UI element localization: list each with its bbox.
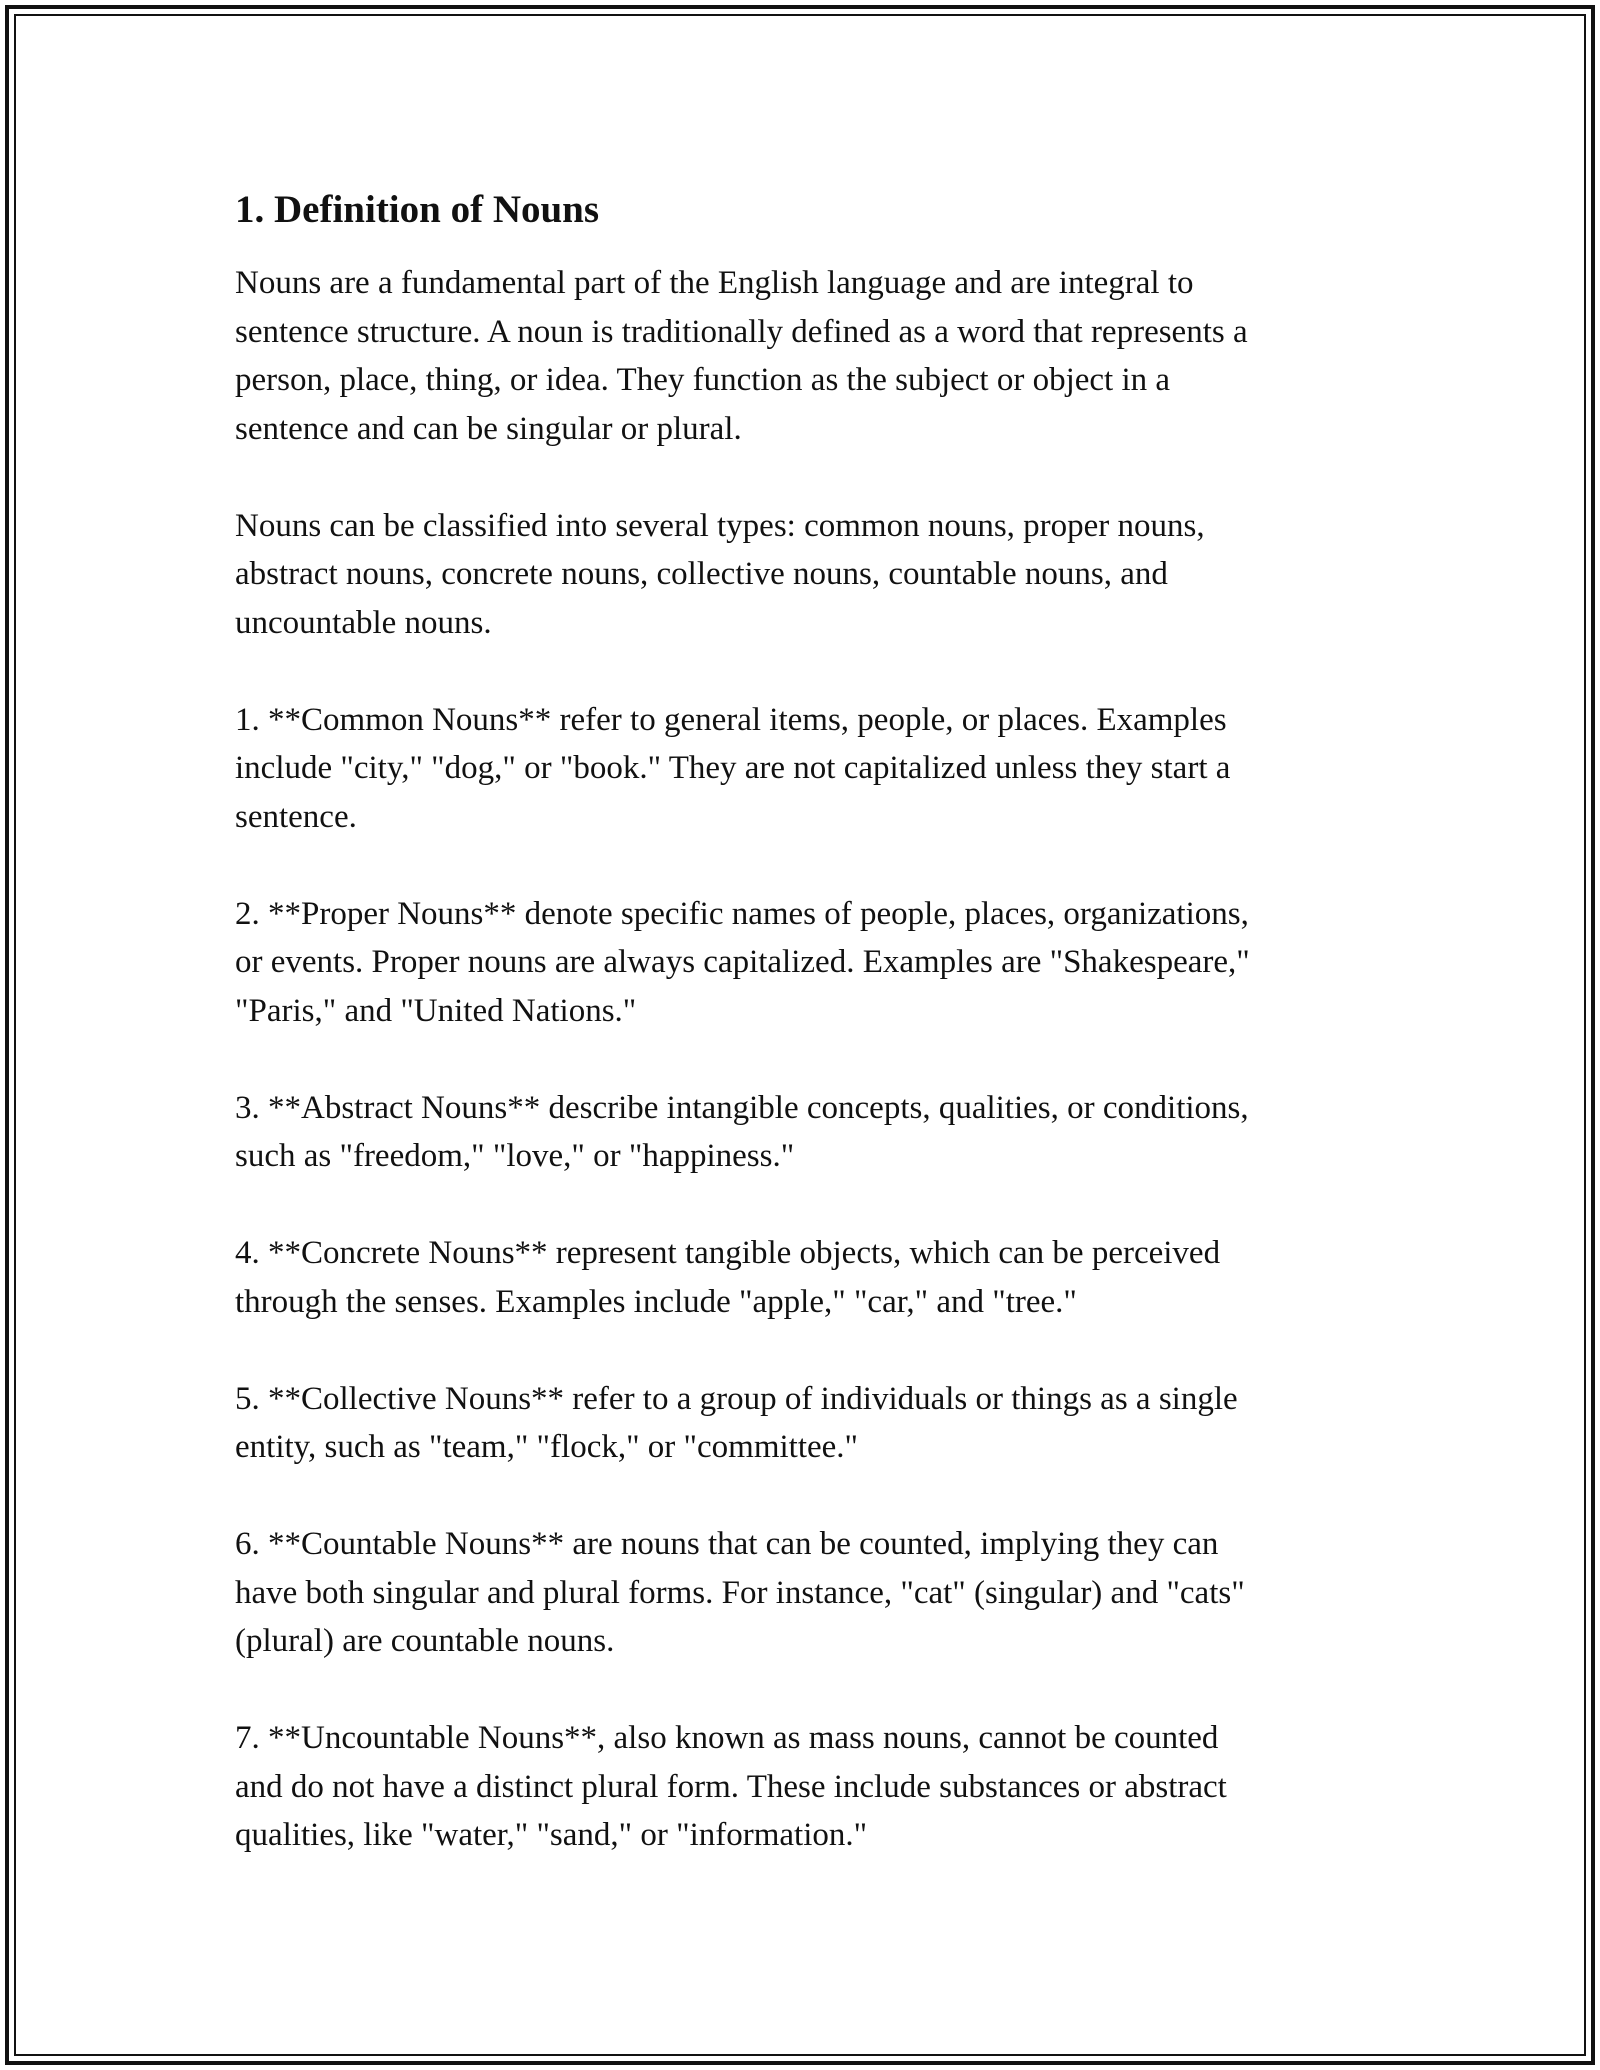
- document-body: [235, 185, 1375, 1860]
- paragraph-countable-nouns: 6. **Countable Nouns** are nouns that can be counted, implying they can have both singular and plural forms. For instance, "cat" (singular) and "cats" (plural) are countable nouns.: [235, 1526, 1245, 1659]
- paragraph-concrete-nouns: 4. **Concrete Nouns** represent tangible objects, which can be perceived through the senses. Examples include "apple," "car," and "tree.": [235, 1235, 1221, 1320]
- paragraph-noun-types: Nouns can be classified into several types: common nouns, proper nouns, abstract nouns, concrete nouns, collective nouns, countable nouns, and uncountable nouns.: [235, 507, 1205, 641]
- paragraph-uncountable-nouns: 7. **Uncountable Nouns**, also known as mass nouns, cannot be counted and do not have a distinct plural form. These include substances or abstract qualities, like "water," "sand," or "information.": [235, 1720, 1227, 1853]
- paragraph-collective-nouns: 5. **Collective Nouns** refer to a group of individuals or things as a single entity, such as "team," "flock," or "committee.": [235, 1380, 1238, 1465]
- paragraph-abstract-nouns: 3. **Abstract Nouns** describe intangible concepts, qualities, or conditions, such as "freedom," "love," or "happiness.": [235, 1089, 1249, 1174]
- section-heading: 1. Definition of Nouns: [235, 188, 600, 231]
- paragraph-common-nouns: 1. **Common Nouns** refer to general items, people, or places. Examples include "city," "dog," or "book." They are not capitalized unless they start a sentence.: [235, 701, 1231, 835]
- paragraph-introduction: Nouns are a fundamental part of the English language and are integral to sentence structure. A noun is traditionally defined as a word that represents a person, place, thing, or idea. They function as the subject or object in a sentence and can be singular or plural.: [235, 265, 1248, 447]
- paragraph-proper-nouns: 2. **Proper Nouns** denote specific names of people, places, organizations, or events. Proper nouns are always capitalized. Examples are "Shakespeare," "Paris," and "United Nations.": [235, 895, 1250, 1029]
